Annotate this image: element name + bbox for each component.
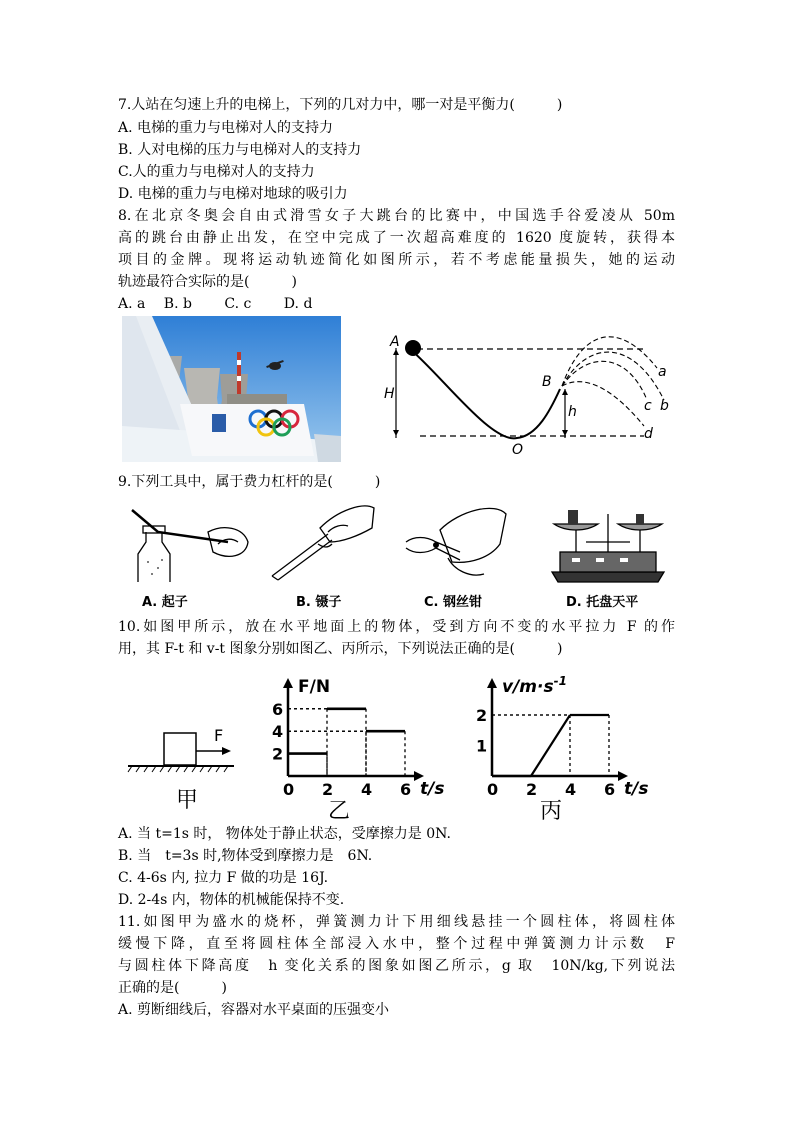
q7-option-a: A. 电梯的重力与电梯对人的支持力 xyxy=(118,120,334,136)
label-d: d xyxy=(644,426,653,442)
tool-label-a: A. 起子 xyxy=(142,595,188,610)
figure-jia xyxy=(126,715,241,815)
bottle-opener-icon xyxy=(128,502,253,584)
bing-xtick: 0 xyxy=(487,780,499,799)
label-H: H xyxy=(384,386,395,402)
label-b: b xyxy=(660,398,669,414)
q10-stem-line-2: 用，其 F-t 和 v-t 图象分别如图乙、丙所示，下列说法正确的是( ) xyxy=(118,641,563,657)
q10-option-c: C. 4-6s 内, 拉力 F 做的功是 16J. xyxy=(118,870,329,886)
yi-ylabel: F/N xyxy=(298,677,331,697)
yi-xtick: 4 xyxy=(361,780,373,799)
q7-option-b: B. 人对电梯的压力与电梯对人的支持力 xyxy=(118,142,362,158)
bing-ytick: 2 xyxy=(476,706,488,725)
label-c: c xyxy=(644,398,652,414)
q10-option-b: B. 当 t=3s 时,物体受到摩擦力是 6N. xyxy=(118,848,373,864)
q11-option-a: A. 剪断细线后，容器对水平桌面的压强变小 xyxy=(118,1002,390,1018)
yi-xtick: 0 xyxy=(283,780,295,799)
caption-bing: 丙 xyxy=(540,799,563,822)
q7-option-d: D. 电梯的重力与电梯对地球的吸引力 xyxy=(118,186,348,202)
label-B: B xyxy=(542,374,552,390)
q7-option-c: C.人的重力与电梯对人的支持力 xyxy=(118,164,315,180)
q10-option-a: A. 当 t=1s 时， 物体处于静止状态，受摩擦力是 0N. xyxy=(118,826,451,842)
q8-stem-line-2: 高的跳台由静止出发，在空中完成了一次超高难度的 1620 度旋转，获得本 xyxy=(118,230,675,246)
q8-stem-line-3: 项目的金牌。现将运动轨迹简化如图所示，若不考虑能量损失，她的运动 xyxy=(118,252,675,268)
q11-stem-line-1: 11.如图甲为盛水的烧杯，弹簧测力计下用细线悬挂一个圆柱体，将圆柱体 xyxy=(118,914,675,930)
q8-stem-line-1: 8.在北京冬奥会自由式滑雪女子大跳台的比赛中，中国选手谷爱凌从 50m xyxy=(118,208,675,224)
label-a: a xyxy=(658,364,667,380)
yi-ytick: 2 xyxy=(272,744,284,764)
q10-option-d: D. 2-4s 内，物体的机械能保持不变. xyxy=(118,892,345,908)
ball-icon xyxy=(405,340,421,356)
bing-ytick: 1 xyxy=(476,736,488,756)
trajectory-diagram xyxy=(382,316,672,462)
yi-xlabel: t/s xyxy=(420,779,445,799)
block xyxy=(164,733,196,765)
caption-jia: 甲 xyxy=(176,788,199,813)
q8-options: A. a B. b C. c D. d xyxy=(118,296,313,312)
bing-xtick: 4 xyxy=(565,780,577,799)
path-a xyxy=(562,337,657,386)
bing-xtick: 2 xyxy=(526,780,538,799)
yi-ytick: 4 xyxy=(272,722,284,742)
chart-f-t xyxy=(268,672,468,822)
yi-xtick: 2 xyxy=(322,780,334,799)
balance-scale-icon xyxy=(546,500,670,584)
tool-label-b: B. 镊子 xyxy=(296,595,342,610)
bing-xlabel: t/s xyxy=(624,779,649,799)
q11-stem-line-4: 正确的是( ) xyxy=(118,980,227,996)
tool-label-c: C. 钢丝钳 xyxy=(424,595,483,610)
pliers-icon xyxy=(400,500,510,584)
bing-xtick: 6 xyxy=(604,780,616,799)
yi-xtick: 6 xyxy=(400,780,412,799)
q7-stem: 7.人站在匀速上升的电梯上，下列的几对力中，哪一对是平衡力( ) xyxy=(118,97,563,113)
chart-v-t xyxy=(470,672,670,822)
q9-stem: 9.下列工具中，属于费力杠杆的是( ) xyxy=(118,474,381,490)
yi-ytick: 6 xyxy=(272,699,284,719)
path-b xyxy=(562,352,664,400)
caption-yi: 乙 xyxy=(328,799,351,822)
path-c xyxy=(562,361,647,400)
q11-stem-line-3: 与圆柱体下降高度 h 变化关系的图象如图乙所示，g 取 10N/kg,下列说法 xyxy=(118,958,675,974)
q10-stem-line-1: 10.如图甲所示，放在水平地面上的物体，受到方向不变的水平拉力 F 的作 xyxy=(118,619,675,635)
q8-stem-line-4: 轨迹最符合实际的是( ) xyxy=(118,274,297,290)
tool-label-d: D. 托盘天平 xyxy=(566,595,639,610)
ski-jump-photo xyxy=(122,316,341,462)
label-O: O xyxy=(512,442,524,458)
arrow-head-icon xyxy=(222,747,231,755)
bing-ylabel: $v/m\cdot s^{-1}$ xyxy=(502,674,567,697)
q11-stem-line-2: 缓慢下降，直至将圆柱体全部浸入水中，整个过程中弹簧测力计示数 F xyxy=(118,936,675,952)
force-label: F xyxy=(214,726,224,745)
tweezers-icon xyxy=(268,498,378,584)
label-h: h xyxy=(568,404,577,420)
bing-segment xyxy=(531,715,570,776)
label-A: A xyxy=(390,334,400,350)
